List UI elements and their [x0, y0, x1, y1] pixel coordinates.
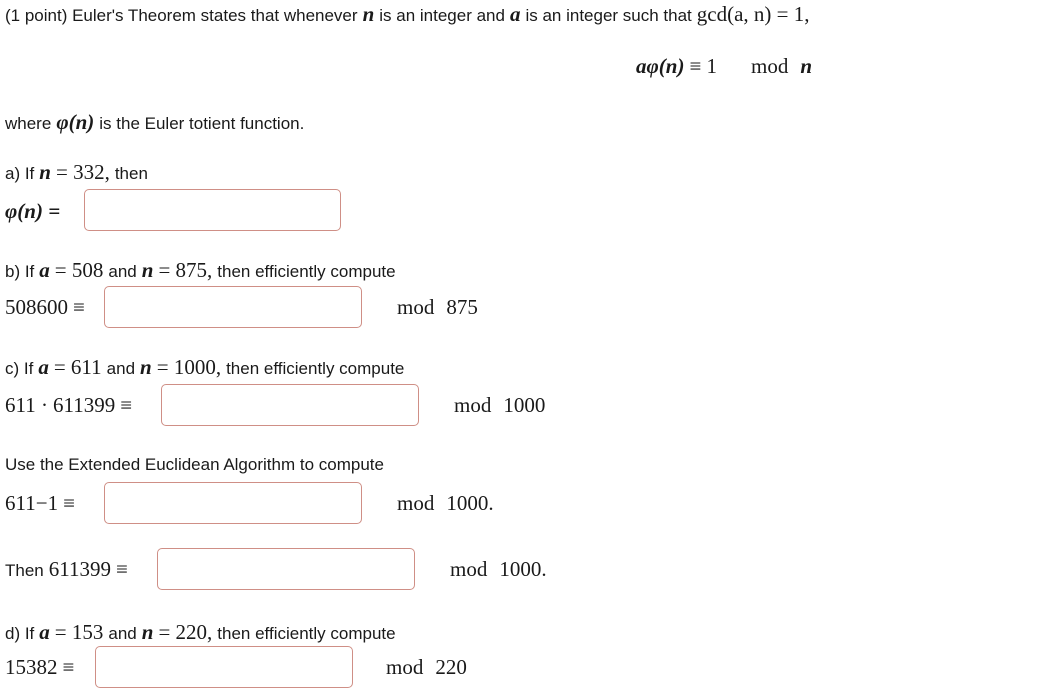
part-d-mod-value: 220	[435, 655, 467, 679]
intro-line	[5, 2, 810, 27]
theorem-mod-label: mod	[751, 54, 789, 78]
part-d-mod-label: mod	[386, 655, 424, 679]
part-d-congruence: ≡	[62, 655, 75, 679]
part-d-mod	[386, 655, 467, 680]
then-mod	[450, 557, 547, 582]
part-c-base: 611	[52, 393, 84, 417]
then-congruence: ≡	[115, 557, 128, 581]
gcd-expression: gcd(a, n) = 1,	[696, 2, 810, 26]
part-a-lhs	[5, 199, 60, 224]
part-d-answer-input[interactable]	[95, 646, 353, 688]
part-c-suffix: then efficiently compute	[226, 359, 405, 378]
part-d-a-var: a	[39, 620, 50, 644]
part-c-n-var: n	[140, 355, 152, 379]
part-b-answer-input[interactable]	[104, 286, 362, 328]
part-b-mod-value: 875	[446, 295, 478, 319]
part-c-prefix: c) If	[5, 359, 34, 378]
part-d-a-eq: = 153	[54, 620, 104, 644]
part-a-answer-input[interactable]	[84, 189, 341, 231]
part-b-base: 508	[5, 295, 37, 319]
euclid-congruence: ≡	[63, 491, 75, 515]
part-d-prefix: d) If	[5, 624, 35, 643]
intro-is-integer: is an integer and	[379, 6, 505, 25]
then-prefix: Then	[5, 561, 44, 580]
part-c-answer-input[interactable]	[161, 384, 419, 426]
part-b-a-eq: = 508	[54, 258, 104, 282]
intro-lead: (1 point) Euler's Theorem states that whenever	[5, 6, 358, 25]
euclid-lhs: 611 −1 ≡	[5, 491, 75, 515]
euclid-mod	[397, 491, 494, 516]
part-b-mod	[397, 295, 478, 320]
intro-var-n: n	[362, 2, 375, 26]
where-line	[5, 110, 304, 135]
part-b-congruence: ≡	[73, 295, 85, 319]
part-b-n-var: n	[141, 258, 154, 282]
part-b-prefix: b) If	[5, 262, 35, 281]
part-c-congruence: ≡	[120, 393, 133, 417]
part-d-lhs: 153 82 ≡	[5, 655, 75, 679]
euclid-base: 611	[5, 491, 36, 515]
part-a-statement	[5, 160, 148, 185]
where-phi: φ(n)	[56, 110, 95, 134]
theorem-congruence: ≡ 1	[689, 54, 718, 78]
euclid-instruction-text: Use the Extended Euclidean Algorithm to compute	[5, 455, 384, 474]
part-d-base: 153	[5, 655, 37, 679]
theorem-base: a	[636, 54, 647, 78]
part-a-var: n	[39, 160, 51, 184]
part-a-prefix: a) If	[5, 164, 35, 183]
then-answer-input[interactable]	[157, 548, 415, 590]
part-c-a-var: a	[38, 355, 49, 379]
then-mod-label: mod	[450, 557, 488, 581]
part-b-suffix: then efficiently compute	[217, 262, 396, 281]
intro-var-a: a	[509, 2, 521, 26]
theorem-mod-var: n	[800, 54, 813, 78]
part-c-mod-value: 1000	[503, 393, 546, 417]
part-c-statement	[5, 355, 404, 380]
part-b-lhs: 508 600 ≡	[5, 295, 85, 319]
euclid-mod-value: 1000.	[446, 491, 494, 515]
part-a-eq: = 332,	[55, 160, 110, 184]
euclid-mod-label: mod	[397, 491, 435, 515]
where-prefix: where	[5, 114, 52, 133]
part-d-n-eq: = 220,	[158, 620, 213, 644]
theorem-display: a φ(n) ≡ 1 mod n	[636, 54, 813, 78]
part-c-and: and	[106, 359, 136, 378]
part-d-suffix: then efficiently compute	[217, 624, 396, 643]
euclid-instruction	[5, 455, 384, 475]
part-c-a-eq: = 611	[53, 355, 102, 379]
then-base: 611	[48, 557, 80, 581]
part-b-n-eq: = 875,	[158, 258, 213, 282]
part-b-a-var: a	[39, 258, 50, 282]
part-a-lhs-text: φ(n) =	[5, 199, 61, 223]
where-suffix: is the Euler totient function.	[99, 114, 305, 133]
part-c-mod	[454, 393, 545, 418]
part-b-and: and	[108, 262, 137, 281]
then-mod-value: 1000.	[499, 557, 547, 581]
part-d-statement	[5, 620, 396, 645]
part-c-factor: 611 ·	[5, 393, 48, 417]
then-lhs: Then 611 399 ≡	[5, 557, 128, 581]
part-c-n-eq: = 1000,	[156, 355, 222, 379]
euclid-answer-input[interactable]	[104, 482, 362, 524]
part-b-mod-label: mod	[397, 295, 435, 319]
part-c-mod-label: mod	[454, 393, 492, 417]
part-c-lhs: 611 · 611 399 ≡	[5, 393, 133, 417]
part-d-and: and	[108, 624, 137, 643]
part-a-then: then	[114, 164, 148, 183]
part-d-n-var: n	[141, 620, 154, 644]
intro-such-that: is an integer such that	[525, 6, 692, 25]
part-b-statement	[5, 258, 396, 283]
